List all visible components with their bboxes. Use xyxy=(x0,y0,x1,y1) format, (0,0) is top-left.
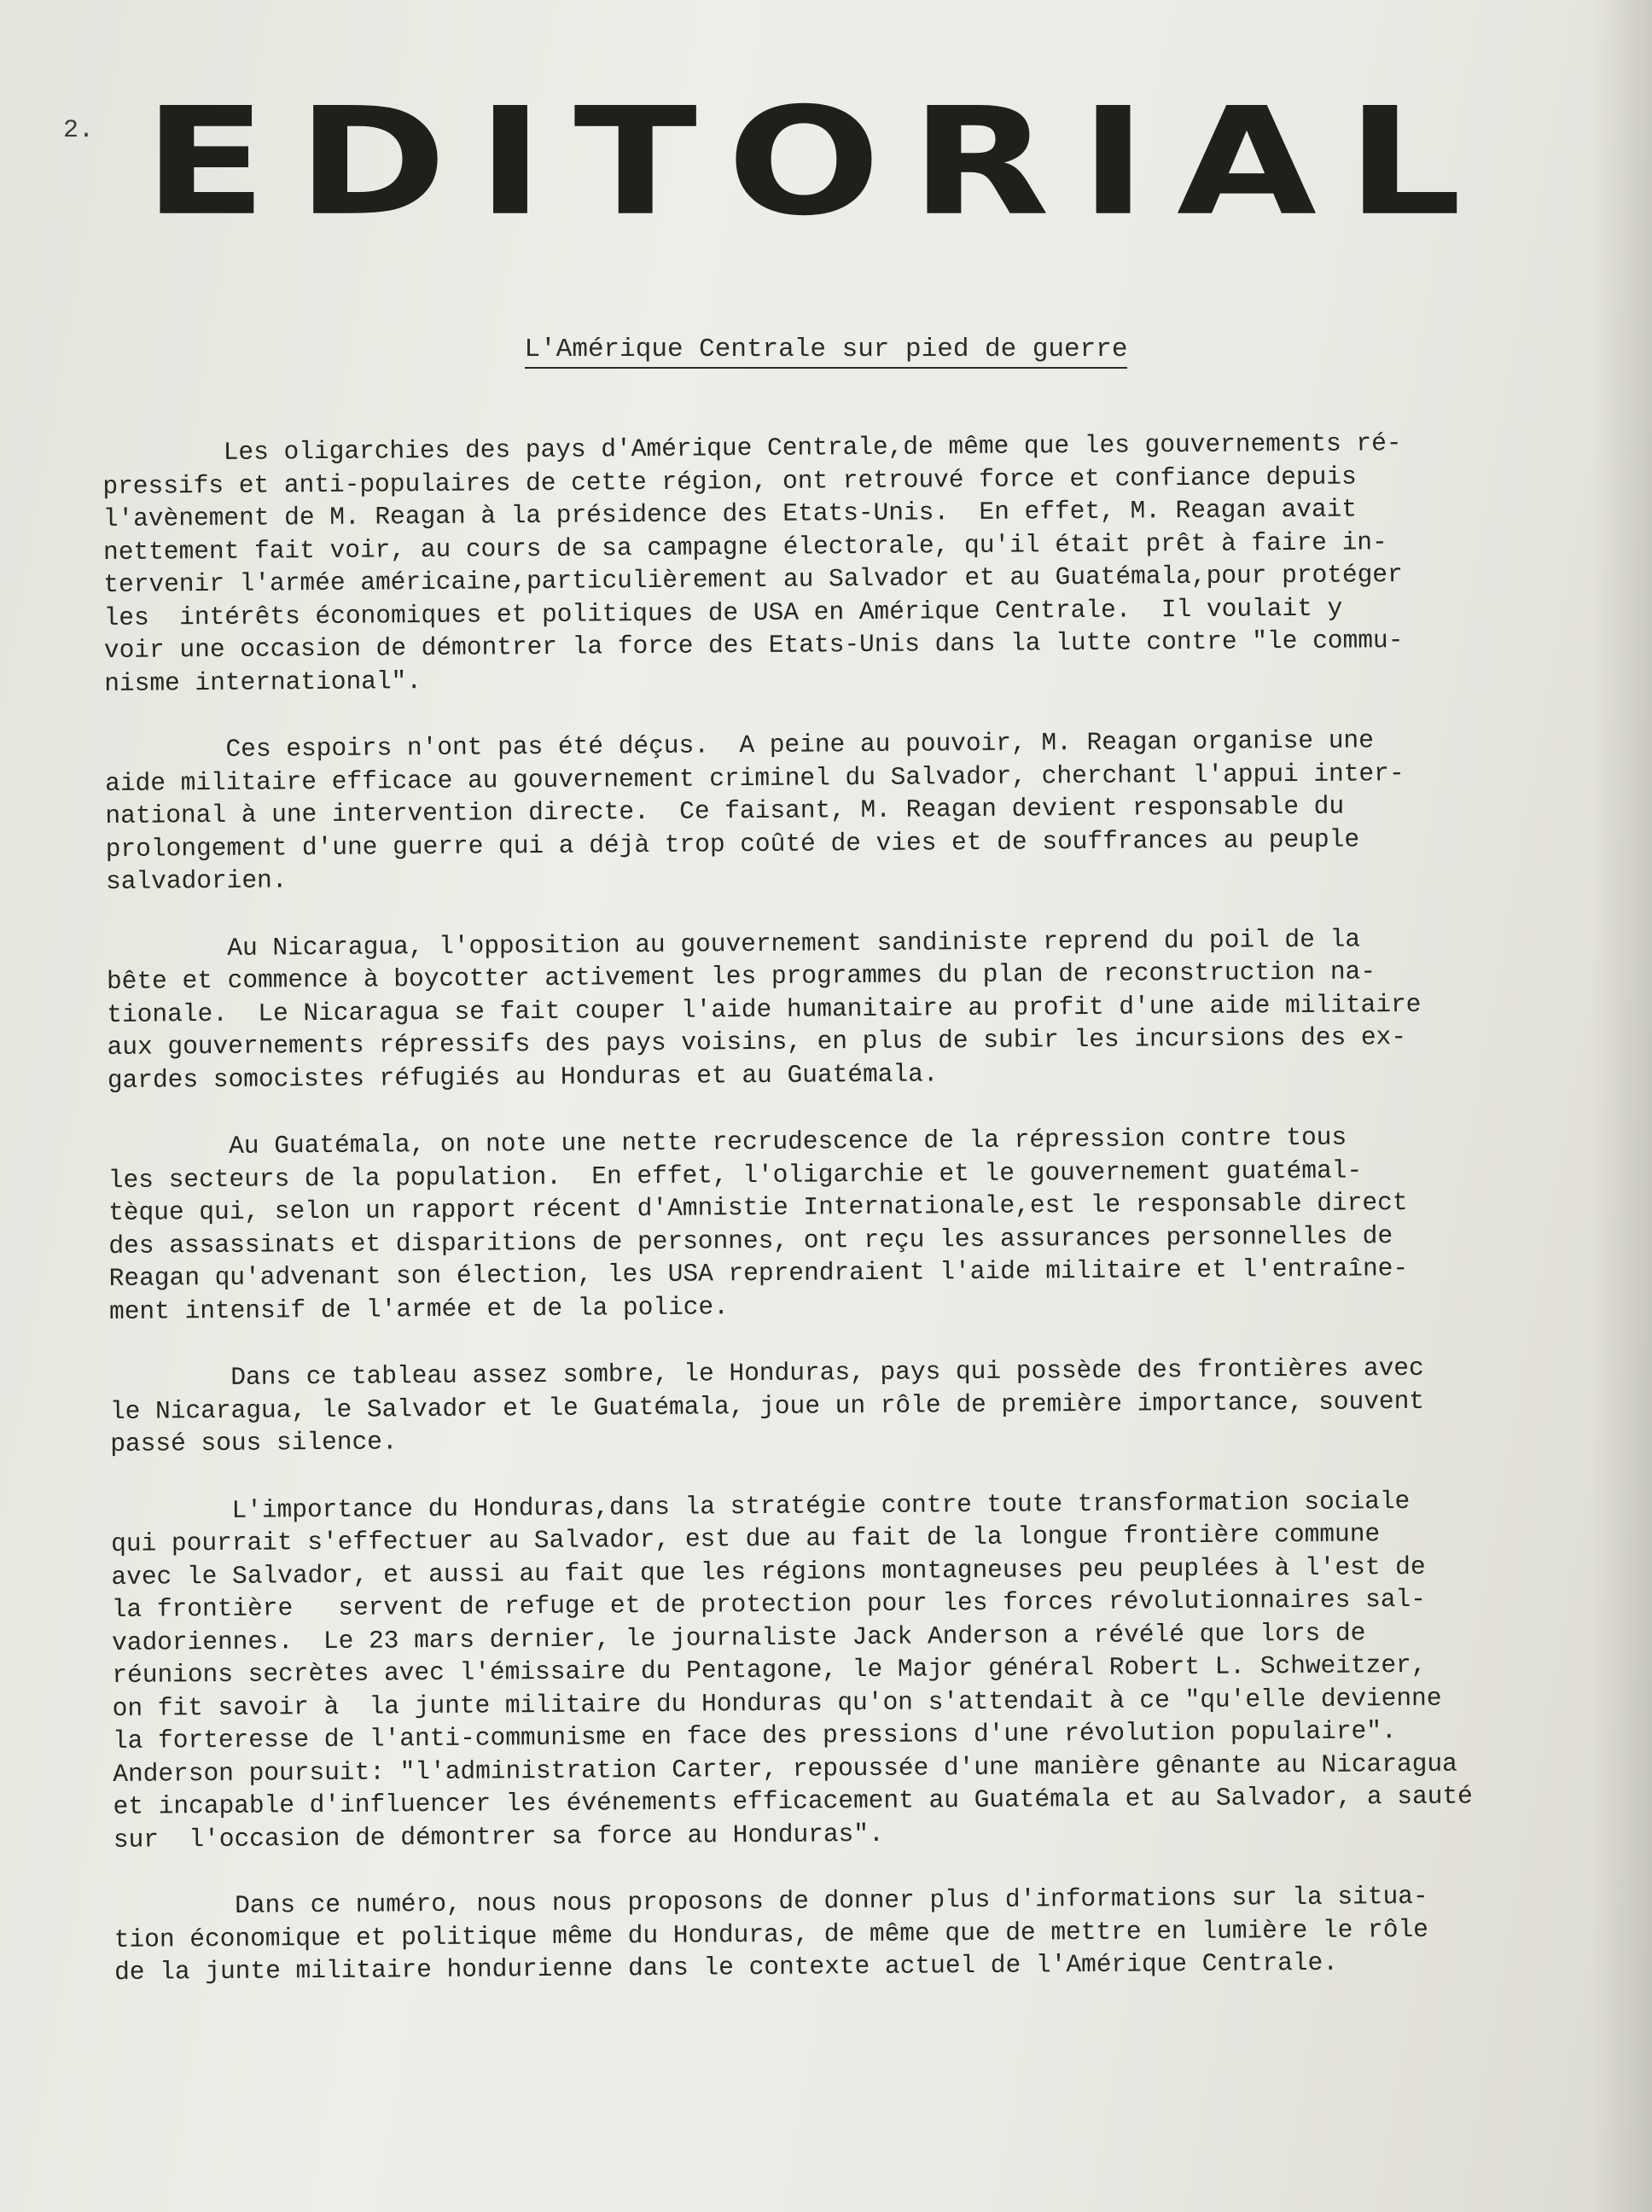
masthead-letter: R xyxy=(910,75,1050,248)
masthead-letter: E xyxy=(143,75,267,248)
page-number: 2. xyxy=(63,116,95,145)
masthead-letter: I xyxy=(1079,75,1148,248)
masthead-title xyxy=(143,75,1462,258)
masthead-letter: A xyxy=(1176,75,1318,248)
paragraph: Les oligarchies des pays d'Amérique Centrale,de même que les gouvernements ré- pressifs et anti-populaires de cette région, ont retrouvé force et confiance depuis l'avènement de M. Reagan à la présidence des Etats-Unis. En effet, M. Reagan avait nettement fait voir, au cours de sa campagne électorale, qu'il était prêt à faire in- tervenir l'armée américaine,particulièrement au Salvador et au Guatémala,pour protéger les intérêts économiques et politiques de USA en Amérique Centrale. Il voulait y voir une occasion de démontrer la force des Etats-Unis dans la lutte contre "le commu- nisme international". xyxy=(102,428,1404,698)
article-body xyxy=(102,425,1617,2023)
masthead-letter: T xyxy=(573,75,697,248)
paragraph: Ces espoirs n'ont pas été déçus. A peine au pouvoir, M. Reagan organise une aide militaire efficace au gouvernement criminel du Salvador, cherchant l'appui inter- national à une intervention directe. Ce faisant, M. Reagan devient responsable du prolongement d'une guerre qui a déjà trop coûté de vies et de souffrances au peuple salvadorien. xyxy=(104,725,1405,896)
paragraph: Au Guatémala, on note une nette recrudescence de la répression contre tous les secteurs de la population. En effet, l'oligarchie et le gouvernement guatémal- tèque qui, selon un rapport récent d'Amnistie Internationale,est le responsable direct des assassinats et disparitions de personnes, ont reçu les assurances personnelles de Reagan qu'advenant son élection, les USA reprendraient l'aide militaire et l'entraîne- ment intensif de l'armée et de la police. xyxy=(108,1122,1409,1326)
paragraph: Dans ce numéro, nous nous proposons de donner plus d'informations sur la situa- tion économique et politique même du Honduras, de même que de mettre en lumière le rôle de la junte militaire hondurienne dans le contexte actuel de l'Amérique Centrale. xyxy=(113,1881,1429,1987)
subtitle-text: L'Amérique Centrale sur pied de guerre xyxy=(525,335,1128,369)
masthead-letter: I xyxy=(476,75,544,248)
masthead-letter: D xyxy=(296,75,447,248)
paragraph: L'importance du Honduras,dans la stratégie contre toute transformation sociale qui pourrait s'effectuer au Salvador, est due au fait de la longue frontière commune avec le Salvador, et aussi au fait que les régions montagneuses peu peuplées à l'est de la frontière servent de refuge et de protection pour les forces révolutionnaires sal- vadoriennes. Le 23 mars dernier, le journaliste Jack Anderson a révélé que lors de réunions secrètes avec l'émissaire du Pentagone, le Major général Robert L. Schweitzer, on fit savoir à la junte militaire du Honduras qu'on s'attendait à ce "qu'elle devienne la forteresse de l'anti-communisme en face des pressions d'une révolution populaire". Anderson poursuit: "l'administration Carter, repoussée d'une manière gênante au Nicaragua et incapable d'influencer les événements efficacement au Guatémala et au Salvador, a sauté sur l'occasion de démontrer sa force au Honduras". xyxy=(110,1486,1473,1854)
masthead-letter: O xyxy=(726,75,881,248)
article-subtitle xyxy=(0,335,1652,364)
paragraph: Dans ce tableau assez sombre, le Honduras, pays qui possède des frontières avec le Nicaragua, le Salvador et le Guatémala, joue un rôle de première importance, souvent passé sous silence. xyxy=(109,1353,1425,1458)
masthead-letter: L xyxy=(1346,75,1462,248)
paragraph: Au Nicaragua, l'opposition au gouvernement sandiniste reprend du poil de la bête et commence à boycotter activement les programmes du plan de reconstruction na- tionale. Le Nicaragua se fait couper l'aide humanitaire au profit d'une aide militaire aux gouvernements répressifs des pays voisins, en plus de subir les incursions des ex- gardes somocistes réfugiés au Honduras et au Guatémala. xyxy=(106,923,1422,1095)
